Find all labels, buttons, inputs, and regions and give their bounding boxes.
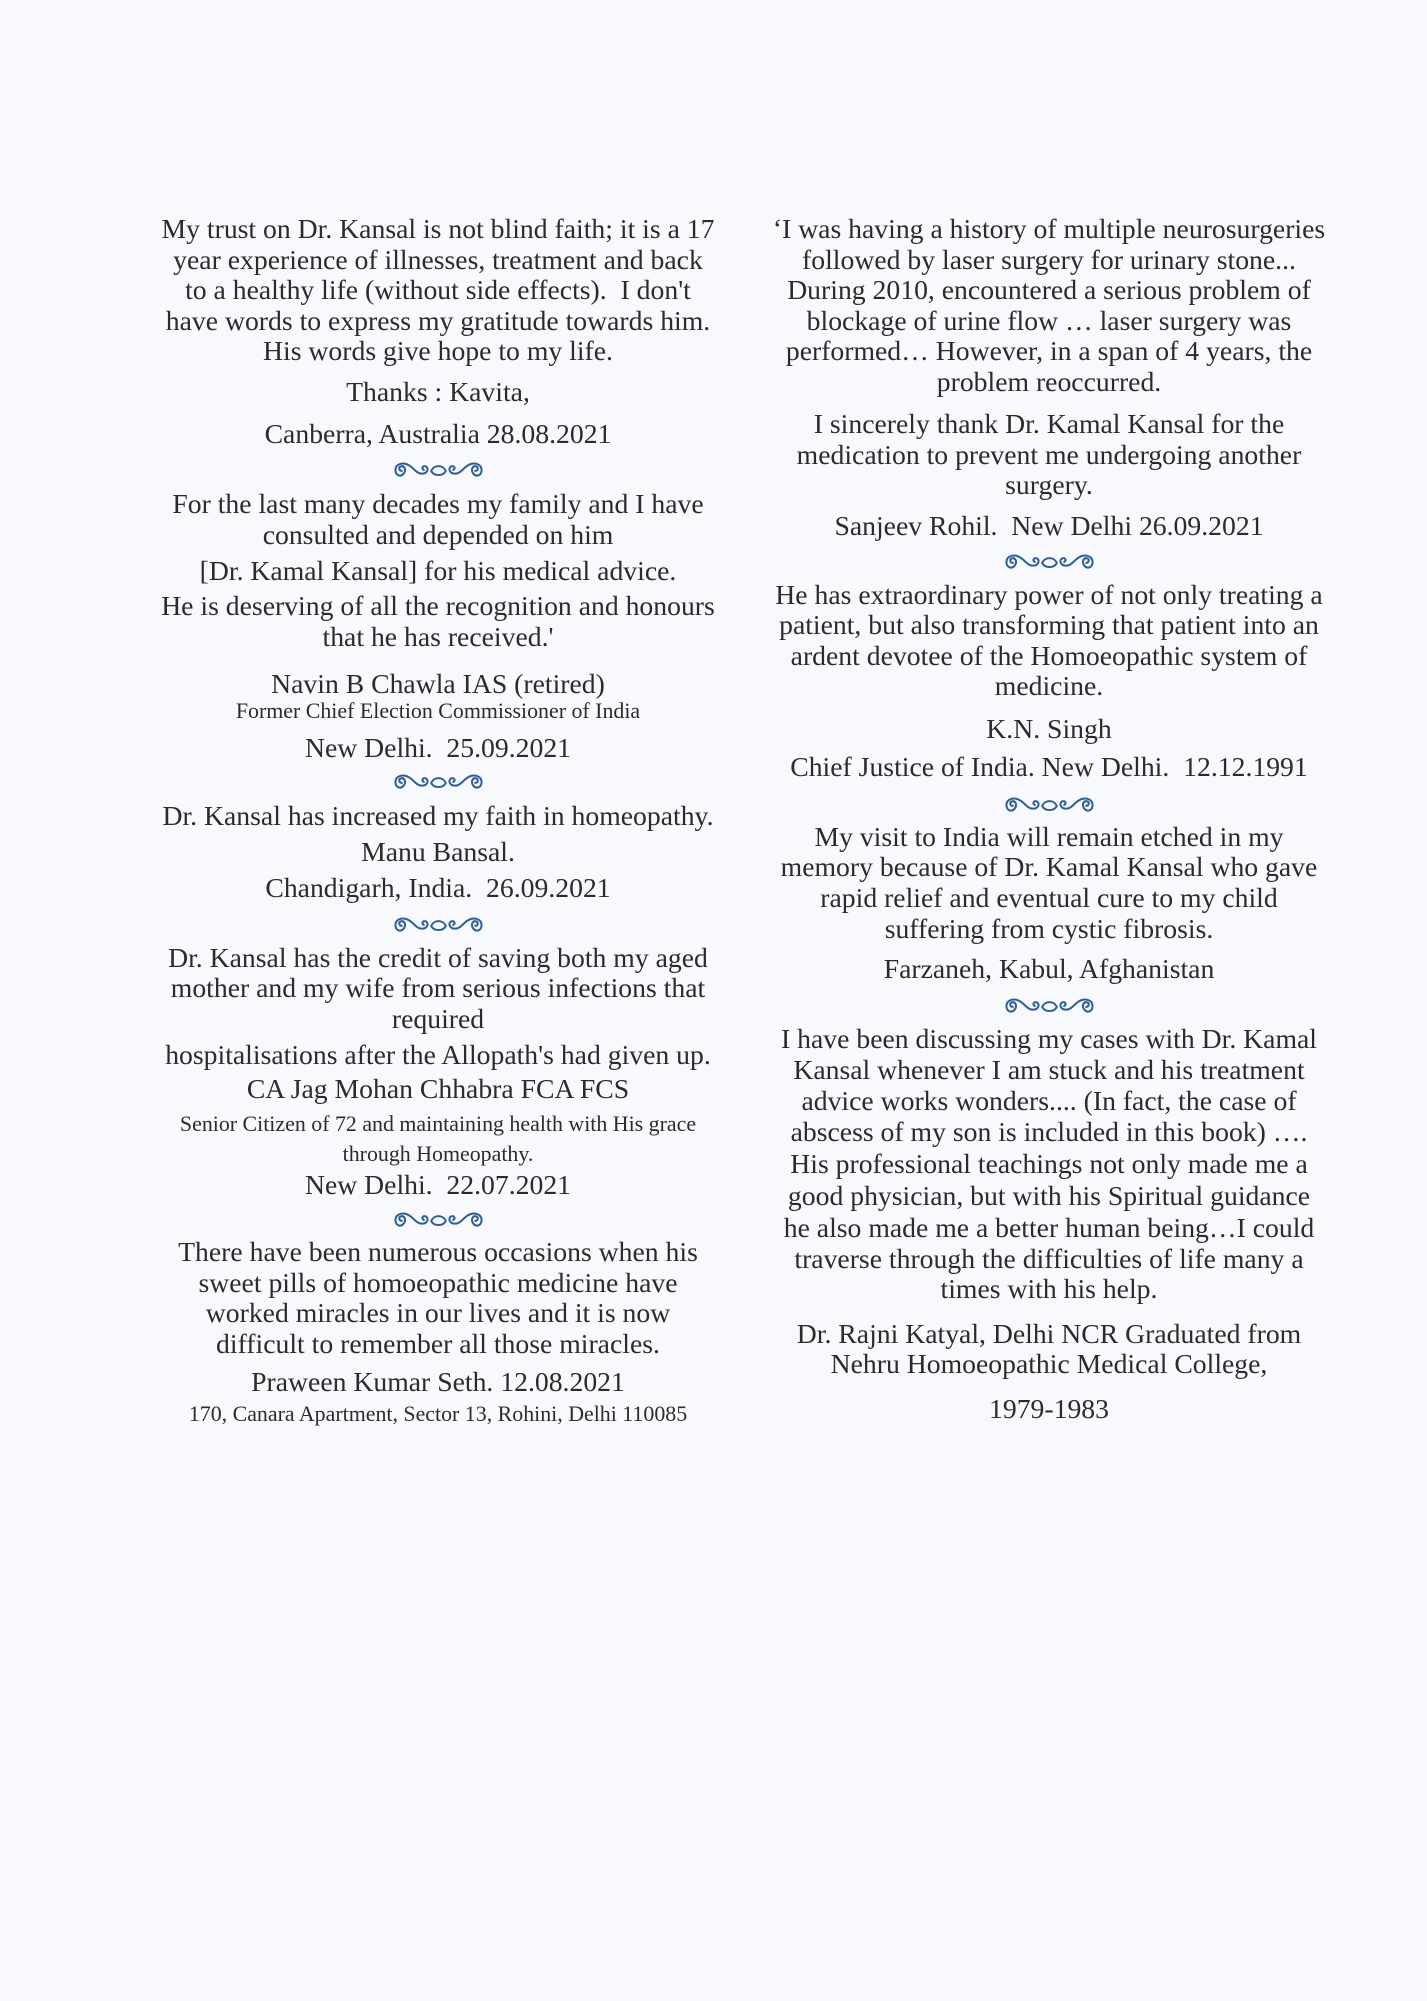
testimonial-text-line: sweet pills of homoeopathic medicine have	[198, 1267, 678, 1298]
ornament-divider	[759, 790, 1339, 821]
testimonial-text-line: problem reoccurred.	[936, 366, 1162, 397]
author-designation: Senior Citizen of 72 and maintaining health with His grace	[179, 1111, 697, 1136]
testimonial-text-line: suffering from cystic fibrosis.	[884, 913, 1214, 944]
testimonial-text-line: Kansal whenever I am stuck and his treatment	[793, 1054, 1305, 1085]
testimonial-author: Manu Bansal.	[361, 836, 515, 867]
testimonial-text-line: I have been discussing my cases with Dr. Kamal	[781, 1023, 1317, 1054]
flourish-divider-icon	[392, 771, 485, 793]
testimonial-text-line: surgery.	[1005, 469, 1093, 500]
testimonial-place-date: Canberra, Australia 28.08.2021	[264, 418, 612, 449]
testimonial-text-line: difficult to remember all those miracles.	[216, 1328, 660, 1359]
testimonial-text-line: rapid relief and eventual cure to my child	[820, 882, 1278, 913]
testimonial-text-line: year experience of illnesses, treatment and back	[173, 244, 703, 275]
ornament-divider	[759, 547, 1339, 578]
testimonial-text-line: he also made me a better human being…I could	[783, 1212, 1315, 1243]
testimonial-author: Dr. Rajni Katyal, Delhi NCR Graduated from	[796, 1318, 1302, 1349]
testimonial-author: Nehru Homoeopathic Medical College,	[830, 1348, 1268, 1379]
testimonial-years: 1979-1983	[989, 1393, 1109, 1424]
testimonial-author: K.N. Singh	[986, 713, 1112, 744]
ornament-divider	[148, 910, 728, 941]
testimonial-text-line: advice works wonders.... (In fact, the case of	[801, 1085, 1297, 1116]
testimonial-text-line: ardent devotee of the Homoeopathic system of	[790, 640, 1308, 671]
testimonial-author: Praween Kumar Seth. 12.08.2021	[251, 1366, 625, 1397]
ornament-divider	[148, 767, 728, 798]
testimonial-text-line: abscess of my son is included in this book) ….	[790, 1116, 1308, 1147]
testimonial-text-line: hospitalisations after the Allopath's had given up.	[165, 1039, 711, 1070]
testimonial-text-line: patient, but also transforming that patient into an	[779, 609, 1319, 640]
testimonial-text-line: medicine.	[994, 670, 1104, 701]
flourish-divider-icon	[1003, 551, 1096, 573]
testimonial-text-line: [Dr. Kamal Kansal] for his medical advice.	[199, 555, 677, 586]
author-designation: through Homeopathy.	[342, 1141, 534, 1166]
testimonial-text-line: Dr. Kansal has increased my faith in homeopathy.	[162, 800, 714, 831]
testimonial-text-line: For the last many decades my family and I have	[172, 488, 704, 519]
left-column	[148, 0, 728, 2001]
testimonial-text-line: to a healthy life (without side effects). I don't	[185, 274, 691, 305]
author-designation: Former Chief Election Commissioner of India	[235, 698, 641, 723]
testimonial-text-line: He is deserving of all the recognition and honours	[161, 590, 715, 621]
testimonial-text-line: good physician, but with his Spiritual guidance	[787, 1180, 1311, 1211]
testimonial-author: Navin B Chawla IAS (retired)	[271, 668, 605, 699]
testimonial-text-line: There have been numerous occasions when his	[178, 1236, 698, 1267]
flourish-divider-icon	[1003, 794, 1096, 816]
testimonial-author: Thanks : Kavita,	[346, 376, 530, 407]
testimonial-author: Farzaneh, Kabul, Afghanistan	[883, 953, 1215, 984]
flourish-divider-icon	[392, 1209, 485, 1231]
testimonial-text-line: blockage of urine flow … laser surgery was	[806, 305, 1292, 336]
testimonial-text-line: that he has received.'	[322, 621, 554, 652]
flourish-divider-icon	[392, 914, 485, 936]
testimonial-place-date: New Delhi. 25.09.2021	[304, 732, 572, 763]
testimonial-place-date: Chandigarh, India. 26.09.2021	[265, 872, 611, 903]
testimonial-text-line: consulted and depended on him	[262, 519, 614, 550]
ornament-divider	[148, 455, 728, 486]
testimonial-text-line: He has extraordinary power of not only treating a	[775, 579, 1323, 610]
testimonial-text-line: I sincerely thank Dr. Kamal Kansal for the	[813, 408, 1285, 439]
testimonial-text-line: traverse through the difficulties of life many a	[794, 1243, 1304, 1274]
testimonial-text-line: required	[391, 1003, 485, 1034]
testimonial-text-line: During 2010, encountered a serious problem of	[787, 274, 1311, 305]
testimonial-place-date: Chief Justice of India. New Delhi. 12.12.1991	[790, 751, 1308, 782]
testimonial-text-line: His words give hope to my life.	[263, 335, 613, 366]
testimonial-text-line: My trust on Dr. Kansal is not blind faith; it is a 17	[161, 213, 715, 244]
testimonial-text-line: times with his help.	[940, 1273, 1158, 1304]
testimonial-text-line: My visit to India will remain etched in my	[814, 821, 1284, 852]
testimonial-text-line: medication to prevent me undergoing another	[796, 439, 1302, 470]
testimonial-author: CA Jag Mohan Chhabra FCA FCS	[246, 1073, 630, 1104]
testimonial-text-line: performed… However, in a span of 4 years, the	[785, 335, 1313, 366]
right-column	[759, 0, 1339, 2001]
testimonial-text-line: mother and my wife from serious infections that	[170, 972, 706, 1003]
testimonial-text-line: memory because of Dr. Kamal Kansal who gave	[780, 851, 1318, 882]
flourish-divider-icon	[392, 459, 485, 481]
ornament-divider	[759, 991, 1339, 1022]
flourish-divider-icon	[1003, 995, 1096, 1017]
testimonial-text-line: have words to express my gratitude towards him.	[165, 305, 711, 336]
testimonial-text-line: followed by laser surgery for urinary stone...	[802, 244, 1296, 275]
testimonial-place-date: New Delhi. 22.07.2021	[304, 1169, 572, 1200]
testimonial-author: Sanjeev Rohil. New Delhi 26.09.2021	[834, 510, 1264, 541]
testimonial-text-line: ‘I was having a history of multiple neurosurgeries	[772, 213, 1326, 244]
ornament-divider	[148, 1205, 728, 1236]
testimonial-text-line: His professional teachings not only made me a	[790, 1148, 1308, 1179]
testimonial-text-line: worked miracles in our lives and it is now	[205, 1297, 671, 1328]
testimonial-text-line: Dr. Kansal has the credit of saving both my aged	[168, 942, 708, 973]
author-address: 170, Canara Apartment, Sector 13, Rohini, Delhi 110085	[188, 1401, 688, 1426]
